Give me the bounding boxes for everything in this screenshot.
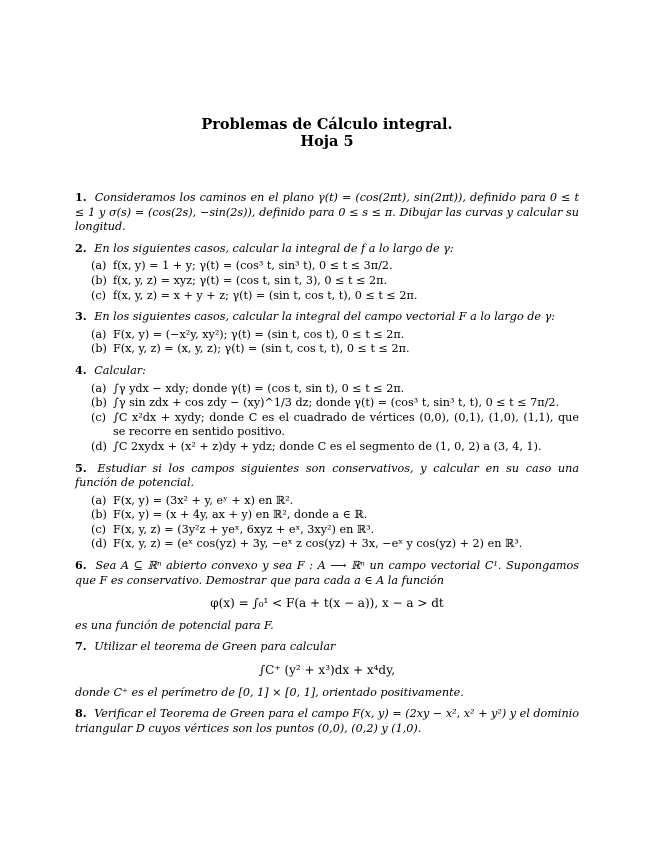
item-text: F(x, y) = (x + 4y, ax + y) en ℝ², donde a ∈ ℝ. <box>113 508 368 522</box>
problem-text: En los siguientes casos, calcular la integral del campo vectorial F a lo largo de γ: <box>94 310 556 324</box>
list-item <box>91 411 579 440</box>
item-label: (b) <box>91 342 107 356</box>
item-text: F(x, y) = (3x² + y, eʸ + x) en ℝ². <box>113 493 294 507</box>
item-label: (d) <box>91 537 107 551</box>
list-item <box>91 537 579 552</box>
problem-number: 7. <box>75 639 87 654</box>
list-item <box>91 508 579 523</box>
problem-number: 5. <box>75 460 87 475</box>
item-label: (b) <box>91 396 107 410</box>
problem-text: Estudiar si los campos siguientes son conservativos, y calcular en su caso una función de potencial. <box>75 461 579 490</box>
problem-text: Sea A ⊆ ℝⁿ abierto convexo y sea F : A ⟶ ℝⁿ un campo vectorial C¹. Supongamos que F es conservativo. Demostrar que para cada a ∈ A la función <box>75 559 579 587</box>
item-label: (c) <box>91 410 106 424</box>
item-text: ∫γ sin zdx + cos zdy − (xy)^1/3 dz; donde γ(t) = (cos³ t, sin³ t, t), 0 ≤ t ≤ 7π/2. <box>113 396 560 410</box>
list-item <box>91 523 579 538</box>
item-text: F(x, y) = (−x²y, xy²); γ(t) = (sin t, cos t), 0 ≤ t ≤ 2π. <box>113 327 405 341</box>
item-text: ∫C x²dx + xydy; donde C es el cuadrado de vértices (0,0), (0,1), (1,0), (1,1), que se recorre en sentido positivo. <box>113 410 579 439</box>
item-text: ∫γ ydx − xdy; donde γ(t) = (cos t, sin t), 0 ≤ t ≤ 2π. <box>113 381 405 395</box>
list-item <box>91 440 579 455</box>
problem-8 <box>75 706 579 736</box>
item-text: f(x, y, z) = xyz; γ(t) = (cos t, sin t, 3), 0 ≤ t ≤ 2π. <box>113 273 388 287</box>
problem-items <box>91 259 579 303</box>
problem-text: Calcular: <box>94 363 146 377</box>
item-text: F(x, y, z) = (eˣ cos(yz) + 3y, −eˣ z cos(yz) + 3x, −eˣ y cos(yz) + 2) en ℝ³. <box>113 537 523 551</box>
problem-number: 1. <box>75 190 87 204</box>
problem-number: 2. <box>75 240 87 255</box>
problem-text: Consideramos los caminos en el plano γ(t) = (cos(2πt), sin(2πt)), definido para 0 ≤ t ≤ 1 y σ(s) = (cos(2s), −sin(2s)), definido para 0 ≤ s ≤ π. Dibujar las curvas y calcular su longitud. <box>75 191 579 234</box>
display-equation: ∫C⁺ (y² + x³)dx + x⁴dy, <box>258 663 396 678</box>
document-subtitle: Hoja 5 <box>300 133 354 150</box>
problem-text: En los siguientes casos, calcular la integral de f a lo largo de γ: <box>94 241 454 255</box>
item-label: (a) <box>91 259 107 273</box>
item-label: (a) <box>91 381 107 395</box>
item-label: (c) <box>91 288 106 302</box>
item-text: f(x, y) = 1 + y; γ(t) = (cos³ t, sin³ t), 0 ≤ t ≤ 3π/2. <box>113 259 393 273</box>
list-item <box>91 328 579 343</box>
item-text: f(x, y, z) = x + y + z; γ(t) = (sin t, cos t, t), 0 ≤ t ≤ 2π. <box>113 288 418 302</box>
problem-number: 6. <box>75 558 87 573</box>
problem-items <box>91 494 579 552</box>
problem-number: 4. <box>75 362 87 377</box>
item-label: (a) <box>91 493 107 507</box>
problem-3 <box>75 309 579 357</box>
list-item <box>91 494 579 509</box>
problem-number: 3. <box>75 309 87 324</box>
item-label: (d) <box>91 439 107 453</box>
list-item <box>91 382 579 397</box>
list-item <box>91 289 579 304</box>
problem-6 <box>75 558 579 633</box>
item-label: (c) <box>91 522 106 536</box>
list-item <box>91 396 579 411</box>
item-text: F(x, y, z) = (3y²z + yeˣ, 6xyz + eˣ, 3xy²) en ℝ³. <box>113 522 375 536</box>
problem-number: 8. <box>75 706 87 721</box>
list-item <box>91 342 579 357</box>
problem-items <box>91 328 579 357</box>
problem-items <box>91 382 579 455</box>
problem-text: Verificar el Teorema de Green para el campo F(x, y) = (2xy − x², x² + y²) y el dominio triangular D cuyos vértices son los puntos (0,0), (0,2) y (1,0). <box>75 707 579 735</box>
document-title: Problemas de Cálculo integral. <box>201 116 453 133</box>
document-page <box>75 116 579 742</box>
list-item <box>91 274 579 289</box>
item-text: ∫C 2xydx + (x² + z)dy + ydz; donde C es el segmento de (1, 0, 2) a (3, 4, 1). <box>113 439 542 453</box>
problem-text: Utilizar el teorema de Green para calcular <box>94 640 336 654</box>
problem-1 <box>75 190 579 235</box>
problem-4 <box>75 363 579 455</box>
list-item <box>91 259 579 274</box>
problem-7 <box>75 639 579 700</box>
problem-2 <box>75 241 579 303</box>
item-label: (b) <box>91 273 107 287</box>
item-label: (b) <box>91 508 107 522</box>
problem-followup-text: donde C⁺ es el perímetro de [0, 1] × [0, 1], orientado positivamente. <box>75 685 464 699</box>
problem-followup-text: es una función de potencial para F. <box>75 618 274 632</box>
problem-5 <box>75 461 579 553</box>
display-equation: φ(x) = ∫₀¹ < F(a + t(x − a)), x − a > dt <box>210 596 444 611</box>
item-text: F(x, y, z) = (x, y, z); γ(t) = (sin t, cos t, t), 0 ≤ t ≤ 2π. <box>113 342 410 356</box>
item-label: (a) <box>91 327 107 341</box>
